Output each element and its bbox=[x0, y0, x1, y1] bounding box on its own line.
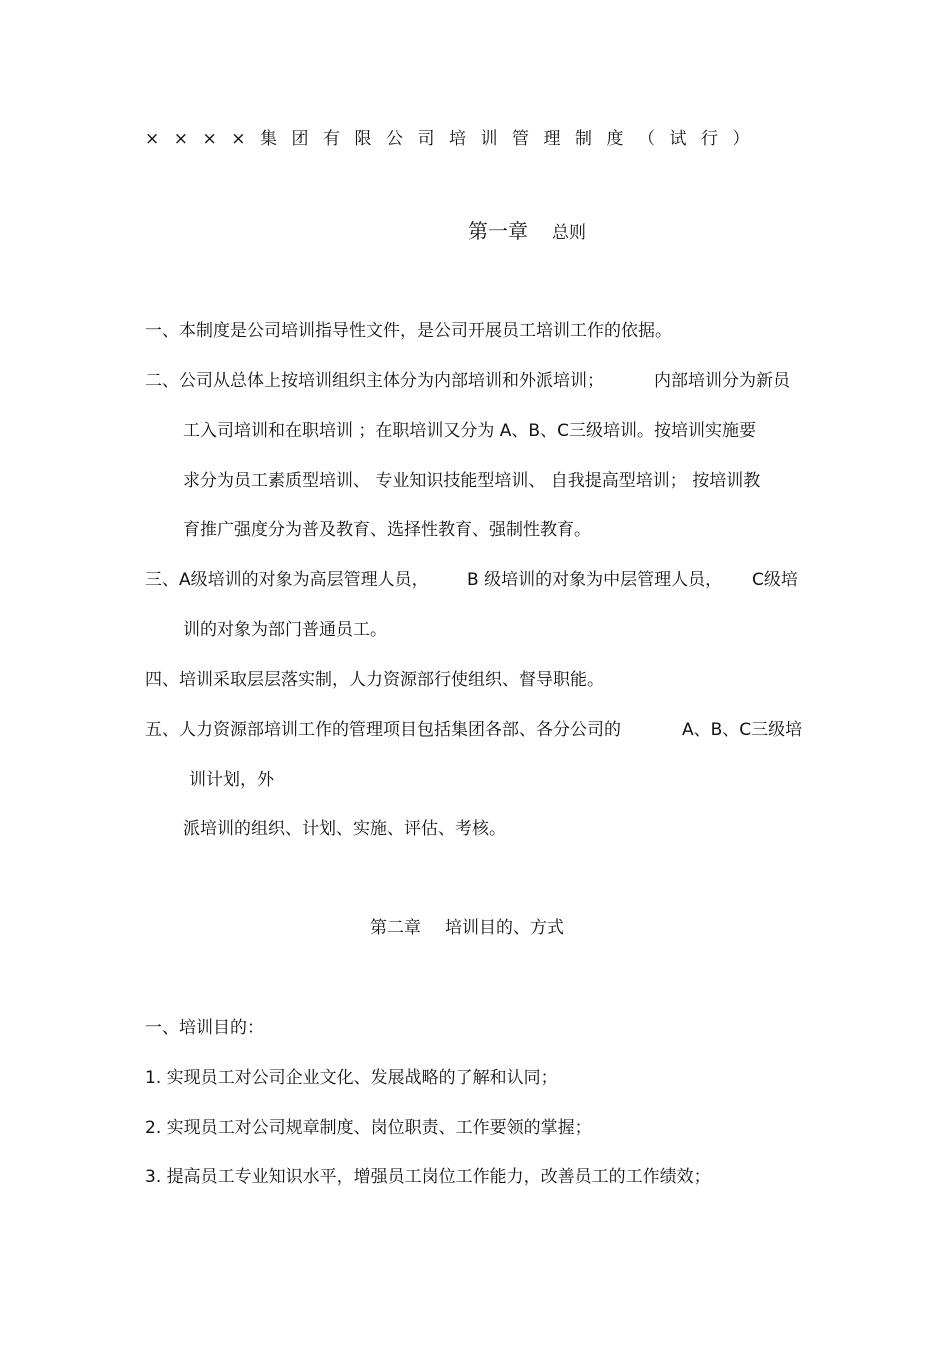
clause-3-line-1b: B 级培训的对象为中层管理人员， bbox=[467, 570, 723, 590]
clause-3-line-1c: C级培 bbox=[752, 570, 798, 590]
purpose-item-3: 3. 提高员工专业知识水平，增强员工岗位工作能力，改善员工的工作绩效； bbox=[145, 1167, 711, 1187]
chapter-1-heading bbox=[468, 219, 586, 245]
chapter-2-heading bbox=[370, 916, 564, 940]
clause-5-line-1a: 五、人力资源部培训工作的管理项目包括集团各部、各分公司的 bbox=[145, 720, 621, 740]
clause-4: 四、培训采取层层落实制，人力资源部行使组织、督导职能。 bbox=[145, 670, 604, 690]
clause-5-line-1b: A、B、C三级培 bbox=[682, 720, 803, 740]
purpose-heading: 一、培训目的： bbox=[145, 1018, 264, 1038]
chapter-2-title: 培训目的、方式 bbox=[445, 918, 564, 938]
chapter-1-title: 总则 bbox=[552, 223, 586, 243]
clause-5-line-3: 派培训的组织、计划、实施、评估、考核。 bbox=[183, 819, 506, 839]
clause-3-line-1a: 三、A级培训的对象为高层管理人员， bbox=[145, 570, 429, 590]
clause-3-line-2: 训的对象为部门普通员工。 bbox=[183, 620, 387, 640]
clause-5-line-2: 训计划，外 bbox=[189, 770, 274, 790]
document-title: ××××集团有限公司培训管理制度（试行） bbox=[145, 129, 764, 149]
purpose-item-2: 2. 实现员工对公司规章制度、岗位职责、工作要领的掌握； bbox=[145, 1118, 592, 1138]
clause-1: 一、本制度是公司培训指导性文件，是公司开展员工培训工作的依据。 bbox=[145, 321, 672, 341]
chapter-2-number: 第二章 bbox=[370, 918, 421, 938]
purpose-item-1: 1. 实现员工对公司企业文化、发展战略的了解和认同； bbox=[145, 1068, 558, 1088]
clause-2-line-2: 工入司培训和在职培训 ；在职培训又分为 A、B、C三级培训。按培训实施要 bbox=[183, 421, 756, 441]
clause-2-line-4: 育推广强度分为普及教育、选择性教育、强制性教育。 bbox=[183, 520, 591, 540]
clause-2-line-1a: 二、公司从总体上按培训组织主体分为内部培训和外派培训； bbox=[145, 371, 604, 391]
clause-2-line-1b: 内部培训分为新员 bbox=[654, 371, 790, 391]
clause-2-line-3: 求分为员工素质型培训、 专业知识技能型培训、 自我提高型培训； 按培训教 bbox=[183, 471, 761, 491]
chapter-1-number: 第一章 bbox=[468, 219, 528, 243]
